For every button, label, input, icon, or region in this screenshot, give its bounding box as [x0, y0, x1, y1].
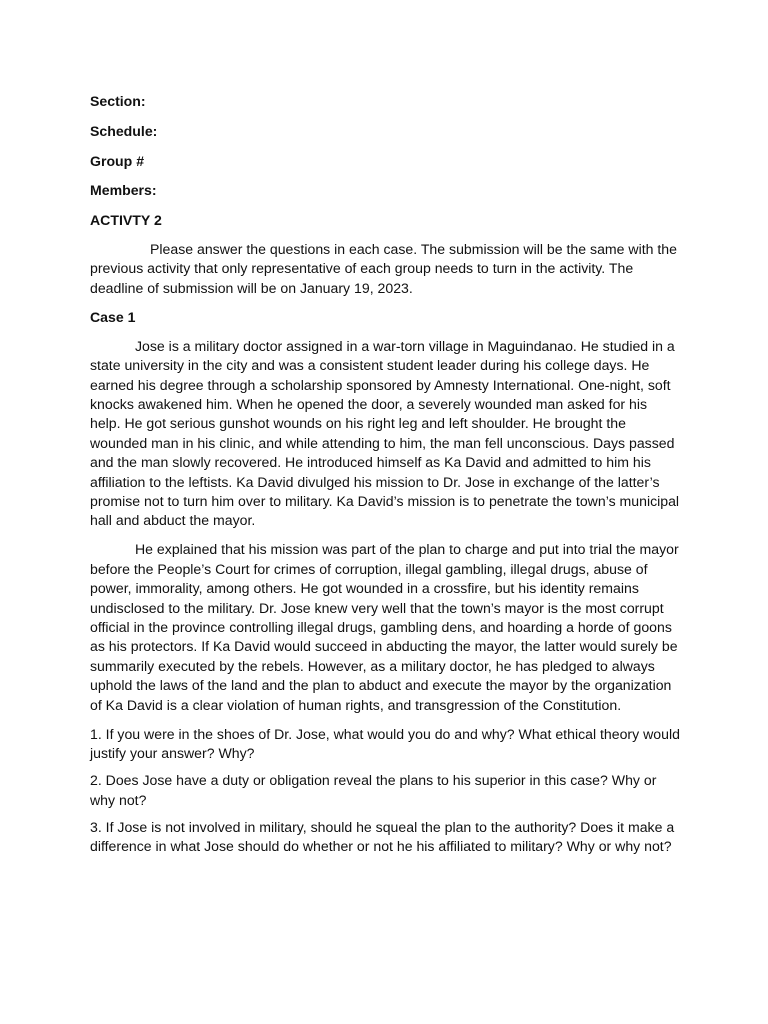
- document-page: [90, 92, 680, 864]
- question-3: 3. If Jose is not involved in military, should he squeal the plan to the authority? Does it make a difference in what Jose should do whether or not he his affiliated to military? Why or why not?: [90, 818, 675, 855]
- schedule-label: Schedule:: [90, 122, 158, 139]
- case-paragraph-2: He explained that his mission was part of the plan to charge and put into trial the mayor before the People’s Court for crimes of corruption, illegal gambling, illegal drugs, abuse of power, immorality, among others. He got wounded in a crossfire, but his identity remains undisclosed to the military. Dr. Jose knew very well that the town’s mayor is the most corrupt official in the province controlling illegal drugs, gambling dens, and hoarding a horde of goons as his protectors. If Ka David would succeed in abducting the mayor, the latter would surely be summarily executed by the rebels. However, as a military doctor, he has pledged to always uphold the laws of the land and the plan to abduct and execute the mayor by the organization of Ka David is a clear violation of human rights, and transgression of the Constitution.: [90, 541, 679, 713]
- case-paragraph-1: Jose is a military doctor assigned in a war-torn village in Maguindanao. He studied in a state university in the city and was a consistent student leader during his college days. He earned his degree through a scholarship sponsored by Amnesty International. One-night, soft knocks awakened him. When he opened the door, a severely wounded man asked for his help. He got serious gunshot wounds on his right leg and left shoulder. He brought the wounded man in his clinic, and while attending to him, the man fell unconscious. Days passed and the man slowly recovered. He introduced himself as Ka David and admitted to him his affiliation to the leftists. Ka David divulged his mission to Dr. Jose in exchange of the latter’s promise not to turn him over to military. Ka David’s mission is to penetrate the town’s municipal hall and abduct the mayor.: [90, 337, 680, 529]
- section-label: Section:: [90, 93, 146, 109]
- group-label: Group #: [90, 152, 145, 169]
- case-title: Case 1: [90, 308, 136, 325]
- question-2: 2. Does Jose have a duty or obligation reveal the plans to his superior in this case? Why or why not?: [90, 772, 657, 808]
- members-label: Members:: [90, 182, 157, 199]
- question-1: 1. If you were in the shoes of Dr. Jose, what would you do and why? What ethical theory would justify your answer? Why?: [90, 725, 680, 762]
- activity-instructions: Please answer the questions in each case. The submission will be the same with the previous activity that only representative of each group needs to turn in the activity. The deadline of submission will be on January 19, 2023.: [90, 240, 677, 296]
- activity-title: ACTIVTY 2: [90, 212, 162, 229]
